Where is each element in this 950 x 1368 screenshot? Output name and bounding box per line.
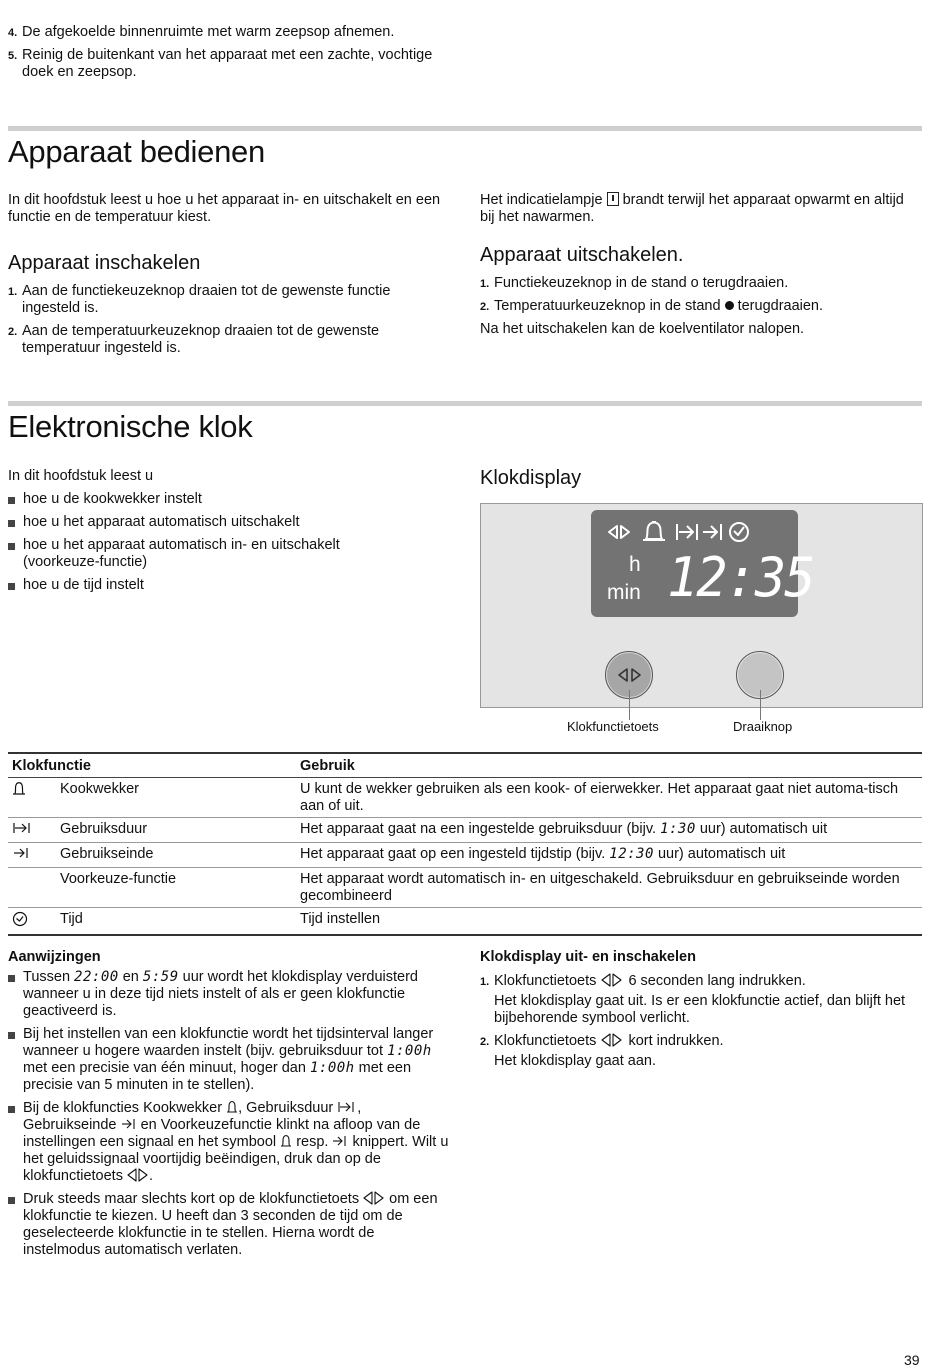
- subtitle-uitschakelen: Apparaat uitschakelen.: [480, 244, 684, 266]
- end-icon: [12, 846, 30, 860]
- duration-icon: [12, 821, 34, 835]
- table-row: [8, 843, 922, 868]
- arrows-icon: [127, 1168, 149, 1182]
- sec2-intro: In dit hoofdstuk leest u: [8, 468, 154, 484]
- toggle-steps: [480, 973, 920, 1070]
- toggle-title: Klokdisplay uit- en inschakelen: [480, 949, 696, 965]
- section-rule: [8, 401, 922, 406]
- bell-icon: [643, 522, 665, 540]
- page-number: 39: [904, 1352, 920, 1368]
- row-name: Kookwekker: [56, 778, 296, 818]
- toggle-step-1: 1. Klokfunctietoets 6 seconden lang indrukken. Het klokdisplay gaat uit. Is er een klokfunctie actief, dan blijft het bijbehorende symbool verlicht.: [480, 973, 920, 1027]
- table-row: [8, 778, 922, 818]
- row-icon-cell: [8, 778, 56, 818]
- toggle-step-2-result: Het klokdisplay gaat aan.: [494, 1053, 657, 1069]
- row-name: Tijd: [56, 908, 296, 936]
- note-item: Bij het instellen van een klokfunctie wordt het tijdsinterval langer wanneer u hogere waarden instelt (bijv. gebruiksduur tot 1:00h met een precisie van één minuut, hoger dan 1:00h met een precisie van 5 minuten in te stellen).: [8, 1026, 450, 1094]
- off-steps: [480, 275, 920, 338]
- table-row: [8, 908, 922, 936]
- col-header-klokfunctie: Klokfunctie: [8, 753, 296, 778]
- bell-icon: [280, 1134, 292, 1148]
- arrows-icon: [609, 526, 629, 538]
- notes-list: [8, 969, 450, 1259]
- label-draaiknop: Draaiknop: [733, 719, 793, 734]
- table-header-row: [8, 753, 922, 778]
- leader-line: [760, 690, 761, 720]
- note-item: Tussen 22:00 en 5:59 uur wordt het klokdisplay verduisterd wanneer u in deze tijd niets instelt of als er geen klokfunctie geactiveerd is.: [8, 969, 450, 1020]
- row-use: Het apparaat wordt automatisch in- en uitgeschakeld. Gebruiksduur en gebruikseinde worden gecombineerd: [296, 868, 922, 908]
- section-title-bedienen: Apparaat bedienen: [8, 134, 265, 169]
- display-min: min: [607, 581, 641, 604]
- off-step-1: 1. Functiekeuzeknop in de stand o terugdraaien.: [480, 275, 789, 291]
- arrows-icon: [617, 667, 643, 683]
- row-use: Het apparaat gaat na een ingestelde gebruiksduur (bijv. 1:30 uur) automatisch uit: [296, 818, 922, 843]
- step-4: 4. De afgekoelde binnenruimte met warm zeepsop afnemen.: [8, 24, 395, 40]
- end-icon: [121, 1118, 137, 1130]
- display-h: h: [629, 553, 641, 576]
- display-time: 12:35: [667, 546, 814, 610]
- row-name: Gebruikseinde: [56, 843, 296, 868]
- indicator-text: Het indicatielampje brandt terwijl het apparaat opwarmt en altijd bij het nawarmen.: [480, 192, 904, 225]
- duration-icon: [677, 524, 697, 540]
- section-rule: [8, 126, 922, 131]
- on-step-1: 1. Aan de functiekeuzeknop draaien tot de gewenste functie ingesteld is.: [8, 283, 391, 316]
- toggle-step-1-result: Het klokdisplay gaat uit. Is er een klokfunctie actief, dan blijft het bijbehorende symbool verlicht.: [494, 993, 906, 1026]
- label-klokfunctietoets: Klokfunctietoets: [567, 719, 659, 734]
- section-title-klok: Elektronische klok: [8, 409, 253, 444]
- arrows-icon: [600, 973, 624, 987]
- table-row: [8, 818, 922, 843]
- subtitle-inschakelen: Apparaat inschakelen: [8, 252, 201, 274]
- arrows-icon: [363, 1191, 385, 1205]
- end-icon: [703, 524, 721, 540]
- subtitle-klokdisplay: Klokdisplay: [480, 467, 582, 489]
- clock-icon: [12, 911, 28, 927]
- clock-icon: [730, 523, 748, 541]
- sec2-intro-block: [8, 468, 453, 594]
- bullet-item: hoe u de kookwekker instelt: [8, 491, 453, 508]
- row-name: Voorkeuze-functie: [56, 868, 296, 908]
- bell-icon: [12, 781, 26, 797]
- row-use: U kunt de wekker gebruiken als een kook- of eierwekker. Het apparaat gaat niet automa-tisch aan of uit.: [296, 778, 922, 818]
- row-use: Tijd instellen: [296, 908, 922, 936]
- segment-value: 1:30: [660, 821, 696, 837]
- duration-icon: [337, 1101, 357, 1113]
- end-icon: [332, 1135, 348, 1147]
- row-icon-cell: [8, 868, 56, 908]
- clock-display: [591, 510, 814, 617]
- clock-panel: [480, 503, 923, 708]
- dot-icon: [725, 301, 734, 310]
- off-note: Na het uitschakelen kan de koelventilator nalopen.: [480, 321, 805, 337]
- bullet-item: hoe u de tijd instelt: [8, 577, 453, 594]
- segment-value: 12:30: [609, 846, 654, 862]
- step-5: 5. Reinig de buitenkant van het apparaat met een zachte, vochtige doek en zeepsop.: [8, 47, 433, 80]
- indicator-lamp-icon: [607, 192, 619, 206]
- row-use: Het apparaat gaat op een ingesteld tijdstip (bijv. 12:30 uur) automatisch uit: [296, 843, 922, 868]
- row-icon-cell: [8, 818, 56, 843]
- sec1-intro: In dit hoofdstuk leest u hoe u het apparaat in- en uitschakelt en een functie en de temperatuur kiest.: [8, 192, 441, 225]
- row-name: Gebruiksduur: [56, 818, 296, 843]
- toggle-step-2: 2. Klokfunctietoets kort indrukken. Het klokdisplay gaat aan.: [480, 1033, 920, 1070]
- col-header-gebruik: Gebruik: [296, 753, 922, 778]
- leader-line: [629, 690, 630, 720]
- notes-title: Aanwijzingen: [8, 949, 101, 965]
- note-item: Bij de klokfuncties Kookwekker , Gebruiksduur , Gebruikseinde en Voorkeuzefunctie klinkt na afloop van de instellingen een signaal en het symbool resp. knippert. Wilt u het geluidssignaal voortijdig beëindigen, druk dan op de klokfunctietoets .: [8, 1100, 450, 1185]
- on-steps: [8, 283, 448, 357]
- arrows-icon: [600, 1033, 624, 1047]
- note-item: Druk steeds maar slechts kort op de klokfunctietoets om een klokfunctie te kiezen. U heeft dan 3 seconden de tijd om de geselecteerde klokfunctie in te stellen. Hierna wordt de instelmodus automatisch verlaten.: [8, 1191, 450, 1259]
- clock-function-table: [8, 752, 922, 936]
- on-step-2: 2. Aan de temperatuurkeuzeknop draaien tot de gewenste temperatuur ingesteld is.: [8, 323, 380, 356]
- bullet-item: hoe u het apparaat automatisch in- en uitschakelt (voorkeuze-functie): [8, 537, 383, 571]
- row-icon-cell: [8, 908, 56, 936]
- top-steps: [8, 24, 448, 81]
- off-step-2: 2. Temperatuurkeuzeknop in de stand terugdraaien.: [480, 298, 824, 314]
- bullet-item: hoe u het apparaat automatisch uitschakelt: [8, 514, 453, 531]
- bell-icon: [226, 1100, 238, 1114]
- row-icon-cell: [8, 843, 56, 868]
- table-row: [8, 868, 922, 908]
